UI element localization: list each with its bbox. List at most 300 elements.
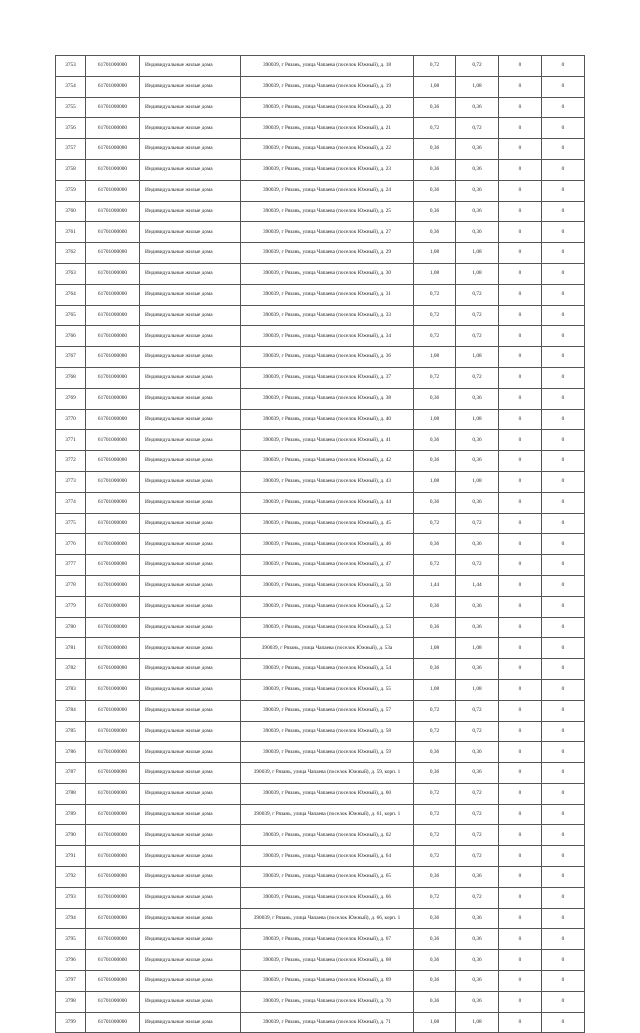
area-value-cell: 0,36 [456,742,499,763]
table-row [56,76,585,97]
code-cell: 61701000000 [86,575,140,596]
code-cell: 61701000000 [86,700,140,721]
value-cell-a: 0 [499,56,542,77]
area-value-cell: 0,72 [456,118,499,139]
area-total-cell: 0,72 [414,118,456,139]
area-value-cell: 0,36 [456,139,499,160]
building-type-cell: Индивидуальные жилые дома [140,409,241,430]
address-cell: 390039, г Рязань, улица Чапаева (поселок Южный), д. 61, корп. 1 [241,804,414,825]
code-cell: 61701000000 [86,367,140,388]
area-value-cell: 0,36 [456,430,499,451]
area-total-cell: 1,08 [414,1012,456,1033]
area-total-cell: 0,72 [414,326,456,347]
address-cell: 390039, г Рязань, улица Чапаева (поселок Южный), д. 70 [241,991,414,1012]
area-total-cell: 1,08 [414,263,456,284]
area-total-cell: 0,36 [414,159,456,180]
table-row [56,887,585,908]
row-number-cell: 3777 [56,555,86,576]
area-value-cell: 0,36 [456,991,499,1012]
code-cell: 61701000000 [86,908,140,929]
table-row [56,1012,585,1033]
value-cell-a: 0 [499,846,542,867]
area-total-cell: 1,08 [414,409,456,430]
table-row [56,659,585,680]
building-type-cell: Индивидуальные жилые дома [140,617,241,638]
value-cell-a: 0 [499,451,542,472]
row-number-cell: 3771 [56,430,86,451]
area-value-cell: 0,36 [456,867,499,888]
building-type-cell: Индивидуальные жилые дома [140,846,241,867]
row-number-cell: 3769 [56,388,86,409]
value-cell-a: 0 [499,659,542,680]
table-row [56,950,585,971]
area-total-cell: 0,36 [414,991,456,1012]
area-total-cell: 0,36 [414,97,456,118]
value-cell-a: 0 [499,1012,542,1033]
row-number-cell: 3786 [56,742,86,763]
area-total-cell: 0,36 [414,659,456,680]
address-cell: 390039, г Рязань, улица Чапаева (поселок Южный), д. 58 [241,721,414,742]
row-number-cell: 3779 [56,596,86,617]
area-value-cell: 0,36 [456,659,499,680]
value-cell-b: 0 [542,679,585,700]
value-cell-a: 0 [499,991,542,1012]
address-cell: 390039, г Рязань, улица Чапаева (поселок Южный), д. 34 [241,326,414,347]
area-value-cell: 0,36 [456,534,499,555]
value-cell-a: 0 [499,555,542,576]
area-total-cell: 1,08 [414,243,456,264]
area-value-cell: 0,72 [456,887,499,908]
table-row [56,56,585,77]
row-number-cell: 3757 [56,139,86,160]
row-number-cell: 3754 [56,76,86,97]
value-cell-a: 0 [499,783,542,804]
area-value-cell: 0,36 [456,201,499,222]
table-row [56,222,585,243]
value-cell-b: 0 [542,742,585,763]
row-number-cell: 3772 [56,451,86,472]
building-type-cell: Индивидуальные жилые дома [140,201,241,222]
building-type-cell: Индивидуальные жилые дома [140,596,241,617]
address-cell: 390039, г Рязань, улица Чапаева (поселок Южный), д. 57 [241,700,414,721]
value-cell-a: 0 [499,804,542,825]
building-type-cell: Индивидуальные жилые дома [140,97,241,118]
building-type-cell: Индивидуальные жилые дома [140,763,241,784]
code-cell: 61701000000 [86,388,140,409]
value-cell-b: 0 [542,201,585,222]
area-value-cell: 1,08 [456,263,499,284]
table-row [56,804,585,825]
value-cell-a: 0 [499,534,542,555]
area-total-cell: 1,08 [414,471,456,492]
table-body [56,56,585,1033]
area-value-cell: 0,72 [456,700,499,721]
building-type-cell: Индивидуальные жилые дома [140,159,241,180]
area-total-cell: 0,36 [414,534,456,555]
code-cell: 61701000000 [86,638,140,659]
value-cell-a: 0 [499,263,542,284]
building-type-cell: Индивидуальные жилые дома [140,659,241,680]
table-row [56,700,585,721]
row-number-cell: 3787 [56,763,86,784]
address-cell: 390039, г Рязань, улица Чапаева (поселок Южный), д. 38 [241,388,414,409]
area-total-cell: 0,36 [414,388,456,409]
building-type-cell: Индивидуальные жилые дома [140,971,241,992]
table-row [56,471,585,492]
table-row [56,534,585,555]
table-row [56,201,585,222]
value-cell-b: 0 [542,991,585,1012]
address-cell: 390039, г Рязань, улица Чапаева (поселок Южный), д. 27 [241,222,414,243]
code-cell: 61701000000 [86,555,140,576]
value-cell-a: 0 [499,222,542,243]
address-cell: 390039, г Рязань, улица Чапаева (поселок Южный), д. 37 [241,367,414,388]
address-cell: 390039, г Рязань, улица Чапаева (поселок Южный), д. 66, корп. 1 [241,908,414,929]
value-cell-a: 0 [499,76,542,97]
area-total-cell: 0,36 [414,451,456,472]
row-number-cell: 3759 [56,180,86,201]
row-number-cell: 3790 [56,825,86,846]
value-cell-a: 0 [499,201,542,222]
building-type-cell: Индивидуальные жилые дома [140,534,241,555]
code-cell: 61701000000 [86,180,140,201]
code-cell: 61701000000 [86,867,140,888]
area-total-cell: 0,36 [414,617,456,638]
table-row [56,908,585,929]
area-value-cell: 1,08 [456,347,499,368]
address-cell: 390039, г Рязань, улица Чапаева (поселок Южный), д. 18 [241,56,414,77]
address-cell: 390039, г Рязань, улица Чапаева (поселок Южный), д. 31 [241,284,414,305]
housing-registry-table [55,55,585,1033]
value-cell-b: 0 [542,97,585,118]
area-value-cell: 0,72 [456,804,499,825]
value-cell-b: 0 [542,950,585,971]
area-total-cell: 0,36 [414,971,456,992]
value-cell-b: 0 [542,596,585,617]
value-cell-b: 0 [542,347,585,368]
area-total-cell: 0,36 [414,139,456,160]
area-total-cell: 0,72 [414,846,456,867]
value-cell-b: 0 [542,367,585,388]
value-cell-a: 0 [499,575,542,596]
value-cell-a: 0 [499,305,542,326]
code-cell: 61701000000 [86,263,140,284]
address-cell: 390039, г Рязань, улица Чапаева (поселок Южный), д. 45 [241,513,414,534]
building-type-cell: Индивидуальные жилые дома [140,721,241,742]
table-row [56,118,585,139]
area-total-cell: 0,72 [414,887,456,908]
building-type-cell: Индивидуальные жилые дома [140,513,241,534]
value-cell-b: 0 [542,575,585,596]
table-row [56,305,585,326]
address-cell: 390039, г Рязань, улица Чапаева (поселок Южный), д. 19 [241,76,414,97]
code-cell: 61701000000 [86,513,140,534]
address-cell: 390039, г Рязань, улица Чапаева (поселок Южный), д. 64 [241,846,414,867]
table-row [56,451,585,472]
row-number-cell: 3764 [56,284,86,305]
row-number-cell: 3798 [56,991,86,1012]
address-cell: 390039, г Рязань, улица Чапаева (поселок Южный), д. 40 [241,409,414,430]
address-cell: 390039, г Рязань, улица Чапаева (поселок Южный), д. 44 [241,492,414,513]
area-value-cell: 0,72 [456,783,499,804]
area-total-cell: 0,72 [414,284,456,305]
value-cell-b: 0 [542,139,585,160]
address-cell: 390039, г Рязань, улица Чапаева (поселок Южный), д. 29 [241,243,414,264]
area-total-cell: 0,36 [414,430,456,451]
code-cell: 61701000000 [86,284,140,305]
row-number-cell: 3770 [56,409,86,430]
area-value-cell: 1,08 [456,638,499,659]
address-cell: 390039, г Рязань, улица Чапаева (поселок Южный), д. 53 [241,617,414,638]
area-value-cell: 0,36 [456,617,499,638]
row-number-cell: 3783 [56,679,86,700]
building-type-cell: Индивидуальные жилые дома [140,56,241,77]
value-cell-b: 0 [542,222,585,243]
area-value-cell: 1,08 [456,1012,499,1033]
area-total-cell: 1,08 [414,347,456,368]
value-cell-a: 0 [499,908,542,929]
area-total-cell: 1,08 [414,679,456,700]
table-row [56,575,585,596]
address-cell: 390039, г Рязань, улица Чапаева (поселок Южный), д. 67 [241,929,414,950]
area-total-cell: 0,72 [414,367,456,388]
value-cell-b: 0 [542,492,585,513]
code-cell: 61701000000 [86,929,140,950]
area-value-cell: 0,72 [456,513,499,534]
building-type-cell: Индивидуальные жилые дома [140,1012,241,1033]
value-cell-b: 0 [542,721,585,742]
value-cell-a: 0 [499,180,542,201]
value-cell-a: 0 [499,887,542,908]
code-cell: 61701000000 [86,492,140,513]
row-number-cell: 3784 [56,700,86,721]
area-value-cell: 0,72 [456,555,499,576]
value-cell-a: 0 [499,867,542,888]
value-cell-a: 0 [499,513,542,534]
address-cell: 390039, г Рязань, улица Чапаева (поселок Южный), д. 59 [241,742,414,763]
area-value-cell: 0,72 [456,825,499,846]
value-cell-a: 0 [499,825,542,846]
address-cell: 390039, г Рязань, улица Чапаева (поселок Южный), д. 25 [241,201,414,222]
row-number-cell: 3793 [56,887,86,908]
area-value-cell: 0,36 [456,950,499,971]
table-row [56,180,585,201]
table-row [56,617,585,638]
row-number-cell: 3761 [56,222,86,243]
building-type-cell: Индивидуальные жилые дома [140,492,241,513]
row-number-cell: 3775 [56,513,86,534]
table-row [56,159,585,180]
code-cell: 61701000000 [86,409,140,430]
address-cell: 390039, г Рязань, улица Чапаева (поселок Южный), д. 69 [241,971,414,992]
area-value-cell: 0,72 [456,846,499,867]
value-cell-b: 0 [542,471,585,492]
table-row [56,430,585,451]
value-cell-b: 0 [542,326,585,347]
value-cell-b: 0 [542,534,585,555]
area-value-cell: 0,72 [456,326,499,347]
area-total-cell: 0,36 [414,596,456,617]
address-cell: 390039, г Рязань, улица Чапаева (поселок Южный), д. 41 [241,430,414,451]
building-type-cell: Индивидуальные жилые дома [140,908,241,929]
area-value-cell: 0,36 [456,929,499,950]
area-total-cell: 0,72 [414,700,456,721]
area-value-cell: 1,08 [456,243,499,264]
row-number-cell: 3791 [56,846,86,867]
row-number-cell: 3768 [56,367,86,388]
value-cell-a: 0 [499,118,542,139]
code-cell: 61701000000 [86,159,140,180]
value-cell-a: 0 [499,492,542,513]
address-cell: 390039, г Рязань, улица Чапаева (поселок Южный), д. 59, корп. 1 [241,763,414,784]
value-cell-a: 0 [499,243,542,264]
area-total-cell: 1,08 [414,76,456,97]
building-type-cell: Индивидуальные жилые дома [140,950,241,971]
address-cell: 390039, г Рязань, улица Чапаева (поселок Южный), д. 22 [241,139,414,160]
row-number-cell: 3773 [56,471,86,492]
code-cell: 61701000000 [86,950,140,971]
area-value-cell: 1,08 [456,409,499,430]
table-row [56,638,585,659]
area-total-cell: 0,72 [414,825,456,846]
address-cell: 390039, г Рязань, улица Чапаева (поселок Южный), д. 23 [241,159,414,180]
table-row [56,783,585,804]
row-number-cell: 3781 [56,638,86,659]
code-cell: 61701000000 [86,222,140,243]
value-cell-a: 0 [499,388,542,409]
value-cell-a: 0 [499,284,542,305]
row-number-cell: 3756 [56,118,86,139]
value-cell-a: 0 [499,97,542,118]
code-cell: 61701000000 [86,347,140,368]
building-type-cell: Индивидуальные жилые дома [140,471,241,492]
row-number-cell: 3767 [56,347,86,368]
row-number-cell: 3780 [56,617,86,638]
address-cell: 390039, г Рязань, улица Чапаева (поселок Южный), д. 53а [241,638,414,659]
building-type-cell: Индивидуальные жилые дома [140,222,241,243]
code-cell: 61701000000 [86,305,140,326]
building-type-cell: Индивидуальные жилые дома [140,326,241,347]
area-value-cell: 0,72 [456,284,499,305]
building-type-cell: Индивидуальные жилые дома [140,991,241,1012]
value-cell-b: 0 [542,971,585,992]
area-total-cell: 0,72 [414,721,456,742]
row-number-cell: 3788 [56,783,86,804]
value-cell-b: 0 [542,929,585,950]
area-total-cell: 0,36 [414,763,456,784]
value-cell-a: 0 [499,409,542,430]
code-cell: 61701000000 [86,783,140,804]
row-number-cell: 3763 [56,263,86,284]
row-number-cell: 3799 [56,1012,86,1033]
row-number-cell: 3758 [56,159,86,180]
building-type-cell: Индивидуальные жилые дома [140,575,241,596]
area-value-cell: 0,72 [456,56,499,77]
value-cell-b: 0 [542,118,585,139]
code-cell: 61701000000 [86,534,140,555]
building-type-cell: Индивидуальные жилые дома [140,887,241,908]
value-cell-b: 0 [542,638,585,659]
area-value-cell: 0,36 [456,971,499,992]
building-type-cell: Индивидуальные жилые дома [140,180,241,201]
building-type-cell: Индивидуальные жилые дома [140,388,241,409]
area-total-cell: 0,36 [414,742,456,763]
building-type-cell: Индивидуальные жилые дома [140,825,241,846]
row-number-cell: 3760 [56,201,86,222]
address-cell: 390039, г Рязань, улица Чапаева (поселок Южный), д. 71 [241,1012,414,1033]
row-number-cell: 3776 [56,534,86,555]
code-cell: 61701000000 [86,201,140,222]
area-value-cell: 0,36 [456,97,499,118]
address-cell: 390039, г Рязань, улица Чапаева (поселок Южный), д. 60 [241,783,414,804]
building-type-cell: Индивидуальные жилые дома [140,804,241,825]
address-cell: 390039, г Рязань, улица Чапаева (поселок Южный), д. 21 [241,118,414,139]
address-cell: 390039, г Рязань, улица Чапаева (поселок Южный), д. 65 [241,867,414,888]
value-cell-a: 0 [499,721,542,742]
table-row [56,388,585,409]
address-cell: 390039, г Рязань, улица Чапаева (поселок Южный), д. 52 [241,596,414,617]
area-value-cell: 0,72 [456,721,499,742]
code-cell: 61701000000 [86,451,140,472]
code-cell: 61701000000 [86,430,140,451]
building-type-cell: Индивидуальные жилые дома [140,118,241,139]
table-row [56,742,585,763]
area-total-cell: 0,72 [414,804,456,825]
table-row [56,825,585,846]
value-cell-b: 0 [542,555,585,576]
area-value-cell: 0,36 [456,492,499,513]
address-cell: 390039, г Рязань, улица Чапаева (поселок Южный), д. 42 [241,451,414,472]
table-row [56,243,585,264]
area-value-cell: 0,72 [456,305,499,326]
area-total-cell: 0,36 [414,950,456,971]
code-cell: 61701000000 [86,742,140,763]
code-cell: 61701000000 [86,243,140,264]
address-cell: 390039, г Рязань, улица Чапаева (поселок Южный), д. 62 [241,825,414,846]
row-number-cell: 3766 [56,326,86,347]
area-total-cell: 1,08 [414,638,456,659]
code-cell: 61701000000 [86,56,140,77]
value-cell-b: 0 [542,887,585,908]
table-row [56,492,585,513]
area-total-cell: 0,72 [414,555,456,576]
row-number-cell: 3778 [56,575,86,596]
value-cell-a: 0 [499,971,542,992]
code-cell: 61701000000 [86,887,140,908]
building-type-cell: Индивидуальные жилые дома [140,76,241,97]
table-row [56,596,585,617]
code-cell: 61701000000 [86,617,140,638]
area-value-cell: 1,08 [456,76,499,97]
area-total-cell: 0,36 [414,492,456,513]
table-row [56,263,585,284]
building-type-cell: Индивидуальные жилые дома [140,638,241,659]
table-row [56,971,585,992]
address-cell: 390039, г Рязань, улица Чапаева (поселок Южный), д. 24 [241,180,414,201]
building-type-cell: Индивидуальные жилые дома [140,867,241,888]
row-number-cell: 3762 [56,243,86,264]
value-cell-a: 0 [499,679,542,700]
area-total-cell: 0,72 [414,783,456,804]
code-cell: 61701000000 [86,991,140,1012]
value-cell-b: 0 [542,159,585,180]
building-type-cell: Индивидуальные жилые дома [140,700,241,721]
table-row [56,326,585,347]
address-cell: 390039, г Рязань, улица Чапаева (поселок Южный), д. 68 [241,950,414,971]
address-cell: 390039, г Рязань, улица Чапаева (поселок Южный), д. 54 [241,659,414,680]
address-cell: 390039, г Рязань, улица Чапаева (поселок Южный), д. 55 [241,679,414,700]
area-total-cell: 0,36 [414,867,456,888]
